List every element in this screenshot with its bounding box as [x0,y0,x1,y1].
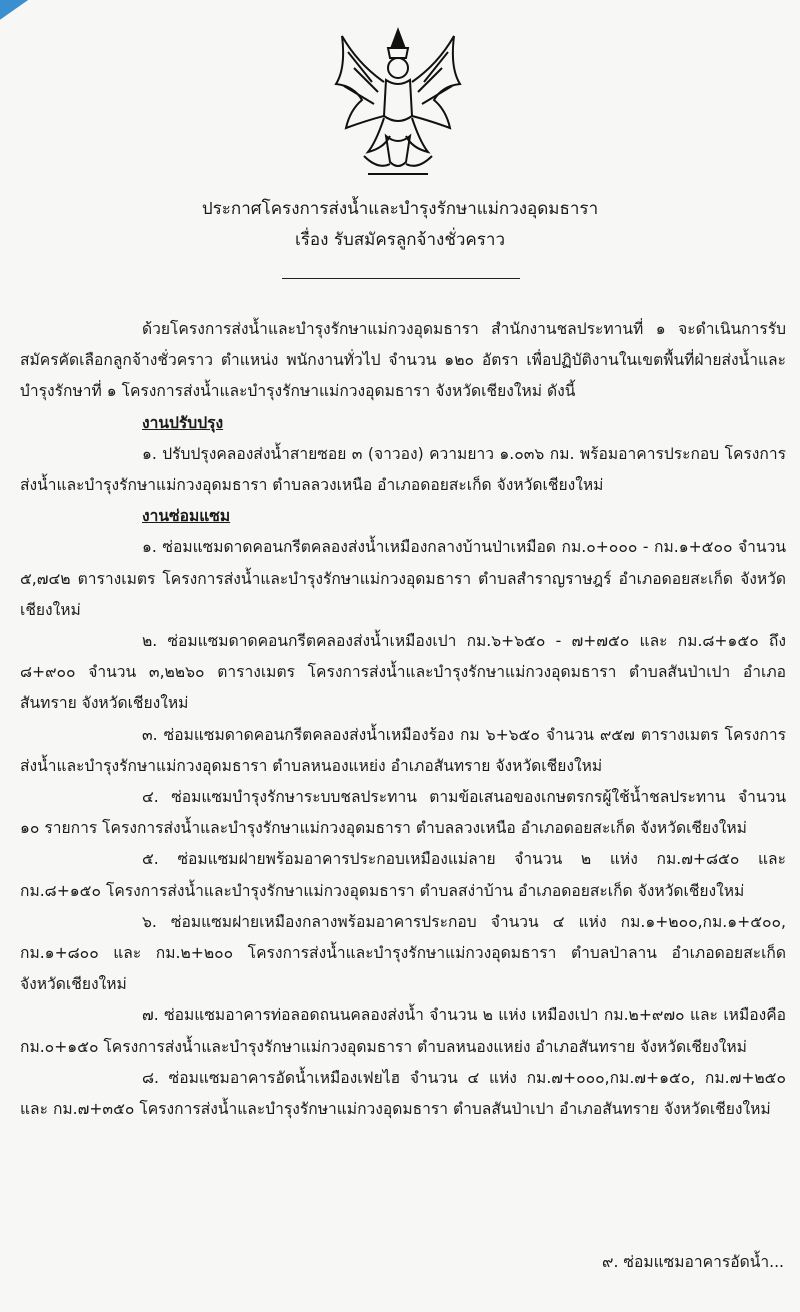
repair-item-8: ๘. ซ่อมแซมอาคารอัดน้ำเหมืองเฟยไฮ จำนวน ๔ แห่ง กม.๗+๐๐๐,กม.๗+๑๕๐, กม.๗+๒๕๐ และ กม.๗+๓๕๐ โครงการส่งน้ำและบำรุงรักษาแม่กวงอุดมธารา ตำบลสันป่าเปา อำเภอสันทราย จังหวัดเชียงใหม่ [20,1068,786,1119]
repair-item-2: ๒. ซ่อมแซมดาดคอนกรีตคลองส่งน้ำเหมืองเปา กม.๖+๖๕๐ - ๗+๗๕๐ และ กม.๘+๑๕๐ ถึง ๘+๙๐๐ จำนวน ๓,๒๒๖๐ ตารางเมตร โครงการส่งน้ำและบำรุงรักษาแม่กวงอุดมธารา ตำบลสันป่าเปา อำเภอสันทราย จังหวัดเชียงใหม่ [20,632,786,713]
section-heading-improvement: งานปรับปรุง [142,413,224,432]
repair-item-4: ๔. ซ่อมแซมบำรุงรักษาระบบชลประทาน ตามข้อเสนอของเกษตรกรผู้ใช้น้ำชลประทาน จำนวน ๑๐ รายการ โครงการส่งน้ำและบำรุงรักษาแม่กวงอุดมธารา ตำบลลวงเหนือ อำเภอดอยสะเก็ด จังหวัดเชียงใหม่ [20,788,786,838]
intro-paragraph: ด้วยโครงการส่งน้ำและบำรุงรักษาแม่กวงอุดมธารา สำนักงานชลประทานที่ ๑ จะดำเนินการรับสมัครคัดเลือกลูกจ้างชั่วคราว ตำแหน่ง พนักงานทั่วไป จำนวน ๑๒๐ อัตรา เพื่อปฏิบัติงานในเขตพื้นที่ฝ่ายส่งน้ำและบำรุงรักษาที่ ๑ โครงการส่งน้ำและบำรุงรักษาแม่กวงอุดมธารา จังหวัดเชียงใหม่ ดังนี้ [20,320,786,401]
repair-item-1: ๑. ซ่อมแซมดาดคอนกรีตคลองส่งน้ำเหมืองกลางบ้านป่าเหมือด กม.๐+๐๐๐ - กม.๑+๕๐๐ จำนวน ๕,๗๔๒ ตารางเมตร โครงการส่งน้ำและบำรุงรักษาแม่กวงอุดมธารา ตำบลสำราญราษฎร์ อำเภอดอยสะเก็ด จังหวัดเชียงใหม่ [20,538,786,619]
garuda-emblem-icon [328,24,468,182]
repair-item-5: ๕. ซ่อมแซมฝายพร้อมอาคารประกอบเหมืองแม่ลาย จำนวน ๒ แห่ง กม.๗+๘๕๐ และ กม.๘+๑๕๐ โครงการส่งน้ำและบำรุงรักษาแม่กวงอุดมธารา ตำบลสง่าบ้าน อำเภอดอยสะเก็ด จังหวัดเชียงใหม่ [20,850,786,900]
repair-item-6: ๖. ซ่อมแซมฝายเหมืองกลางพร้อมอาคารประกอบ จำนวน ๔ แห่ง กม.๑+๒๐๐,กม.๑+๕๐๐, กม.๑+๘๐๐ และ กม.๒+๒๐๐ โครงการส่งน้ำและบำรุงรักษาแม่กวงอุดมธารา ตำบลป่าลาน อำเภอดอยสะเก็ด จังหวัดเชียงใหม่ [20,912,786,994]
title-divider [282,278,520,279]
document-body [20,314,786,1125]
title-line-2: เรื่อง รับสมัครลูกจ้างชั่วคราว [294,230,506,250]
corner-stamp [0,0,39,32]
section-heading-repair: งานซ่อมแซม [142,507,231,526]
repair-item-3: ๓. ซ่อมแซมดาดคอนกรีตคลองส่งน้ำเหมืองร้อง กม ๖+๖๕๐ จำนวน ๙๕๗ ตารางเมตร โครงการส่งน้ำและบำรุงรักษาแม่กวงอุดมธารา ตำบลหนองแหย่ง อำเภอสันทราย จังหวัดเชียงใหม่ [20,725,786,775]
improvement-item-1: ๑. ปรับปรุงคลองส่งน้ำสายซอย ๓ (จาวอง) ความยาว ๑.๐๓๖ กม. พร้อมอาคารประกอบ โครงการส่งน้ำและบำรุงรักษาแม่กวงอุดมธารา ตำบลลวงเหนือ อำเภอดอยสะเก็ด จังหวัดเชียงใหม่ [20,444,786,495]
continuation-text: ๙. ซ่อมแซมอาคารอัดน้ำ... [602,1253,784,1271]
repair-item-7: ๗. ซ่อมแซมอาคารท่อลอดถนนคลองส่งน้ำ จำนวน ๒ แห่ง เหมืองเปา กม.๒+๙๗๐ และ เหมืองคือ กม.๐+๑๕๐ โครงการส่งน้ำและบำรุงรักษาแม่กวงอุดมธารา ตำบลหนองแหย่ง อำเภอสันทราย จังหวัดเชียงใหม่ [20,1006,786,1056]
title-line-1: ประกาศโครงการส่งน้ำและบำรุงรักษาแม่กวงอุดมธารา [201,199,599,219]
